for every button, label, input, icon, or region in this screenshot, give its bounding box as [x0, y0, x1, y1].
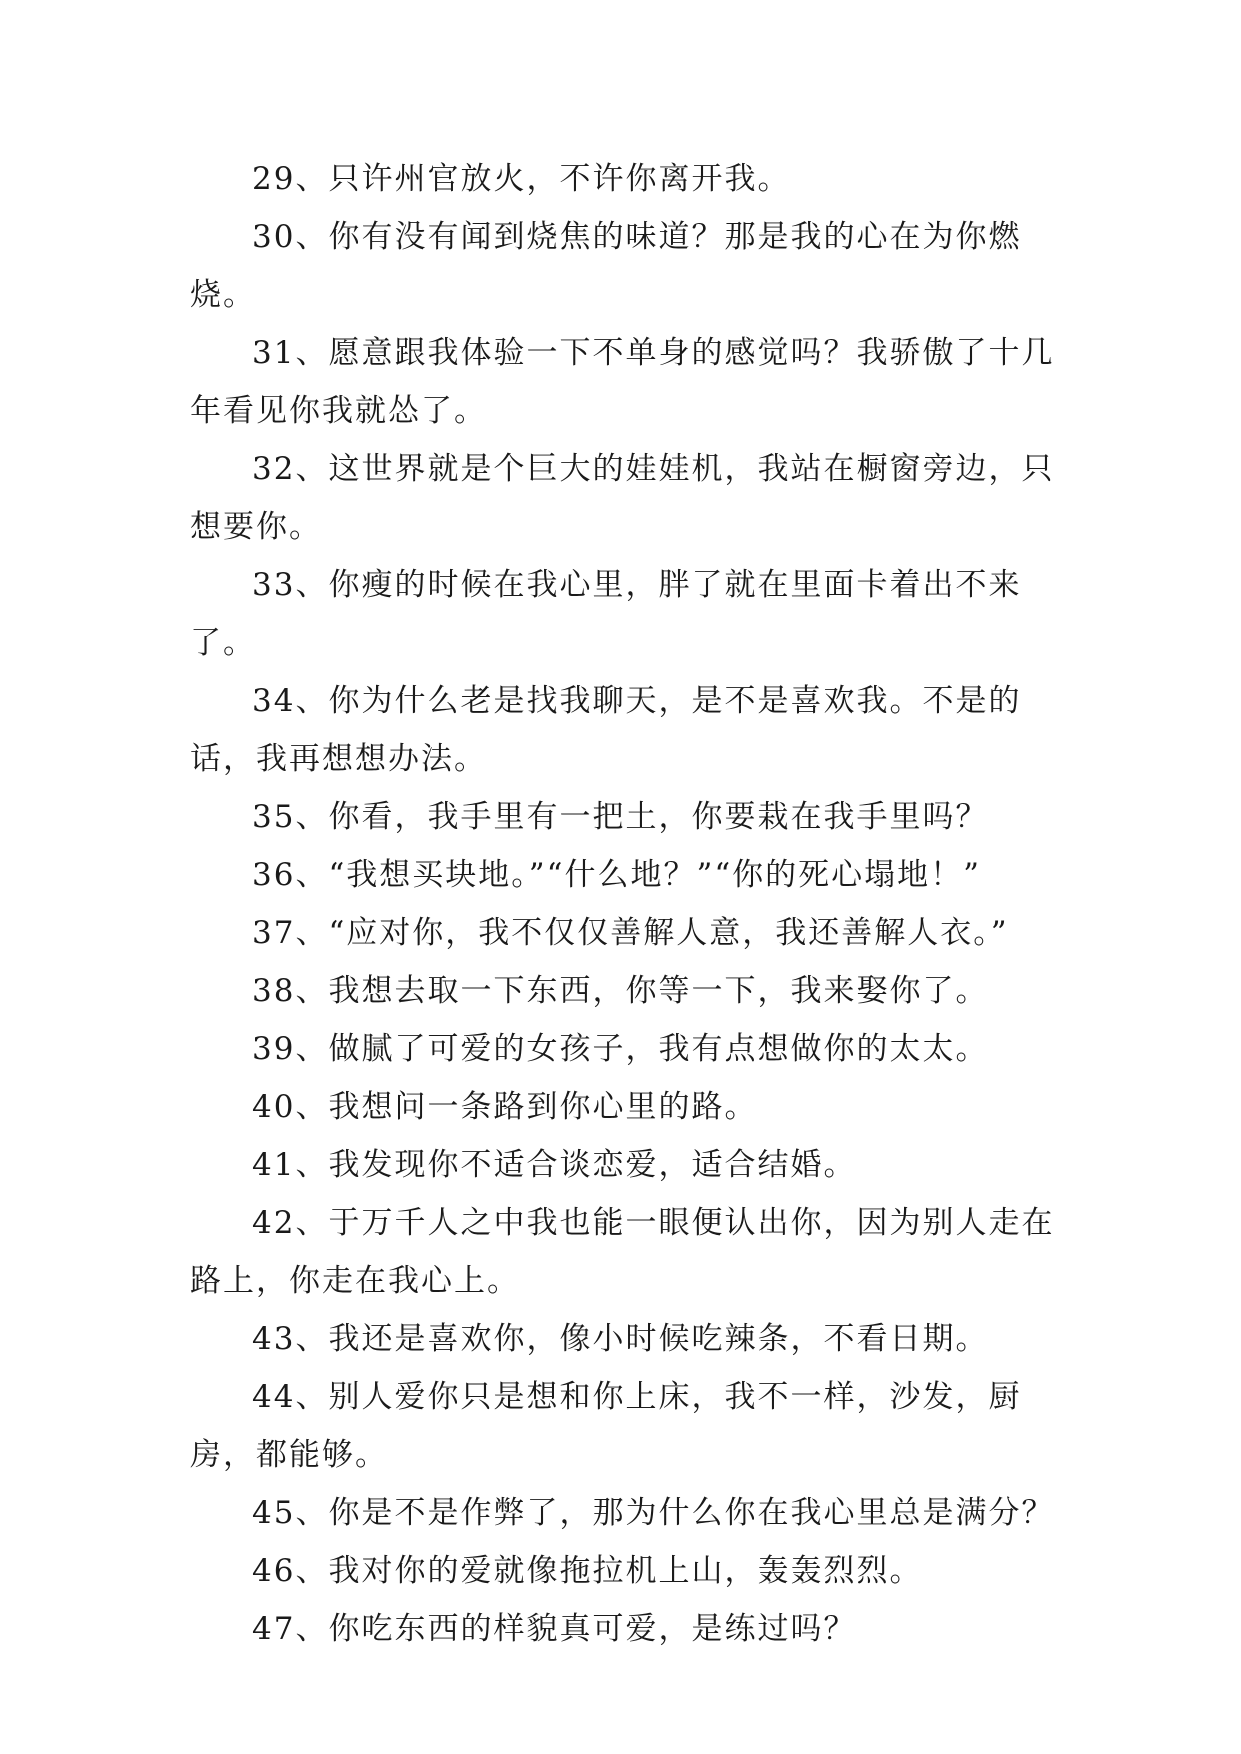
paragraph-47: 47、你吃东西的样貌真可爱，是练过吗？	[252, 1611, 857, 1647]
paragraph-35: 35、你看，我手里有一把土，你要栽在我手里吗？	[252, 799, 989, 835]
document-body	[190, 150, 1070, 1658]
paragraph-44: 44、别人爱你只是想和你上床，我不一样，沙发，厨房，都能够。	[190, 1379, 1022, 1473]
paragraph-37: 37、“应对你，我不仅仅善解人意，我还善解人衣。”	[252, 915, 1009, 951]
paragraph-40: 40、我想问一条路到你心里的路。	[252, 1089, 758, 1125]
paragraph-36: 36、“我想买块地。”“什么地？”“你的死心塌地！”	[252, 857, 982, 893]
paragraph-42: 42、于万千人之中我也能一眼便认出你，因为别人走在路上，你走在我心上。	[190, 1205, 1055, 1299]
paragraph-46: 46、我对你的爱就像拖拉机上山，轰轰烈烈。	[252, 1553, 923, 1589]
paragraph-31: 31、愿意跟我体验一下不单身的感觉吗？我骄傲了十几年看见你我就怂了。	[190, 335, 1055, 429]
paragraph-29: 29、只许州官放火，不许你离开我。	[252, 161, 791, 197]
paragraph-34: 34、你为什么老是找我聊天，是不是喜欢我。不是的话，我再想想办法。	[190, 683, 1022, 777]
paragraph-39: 39、做腻了可爱的女孩子，我有点想做你的太太。	[252, 1031, 989, 1067]
paragraph-32: 32、这世界就是个巨大的娃娃机，我站在橱窗旁边，只想要你。	[190, 451, 1055, 545]
paragraph-45: 45、你是不是作弊了，那为什么你在我心里总是满分？	[252, 1495, 1055, 1531]
paragraph-43: 43、我还是喜欢你，像小时候吃辣条，不看日期。	[252, 1321, 989, 1357]
paragraph-41: 41、我发现你不适合谈恋爱，适合结婚。	[252, 1147, 857, 1183]
paragraph-38: 38、我想去取一下东西，你等一下，我来娶你了。	[252, 973, 989, 1009]
paragraph-30: 30、你有没有闻到烧焦的味道？那是我的心在为你燃烧。	[190, 219, 1022, 313]
paragraph-33: 33、你瘦的时候在我心里，胖了就在里面卡着出不来了。	[190, 567, 1022, 661]
